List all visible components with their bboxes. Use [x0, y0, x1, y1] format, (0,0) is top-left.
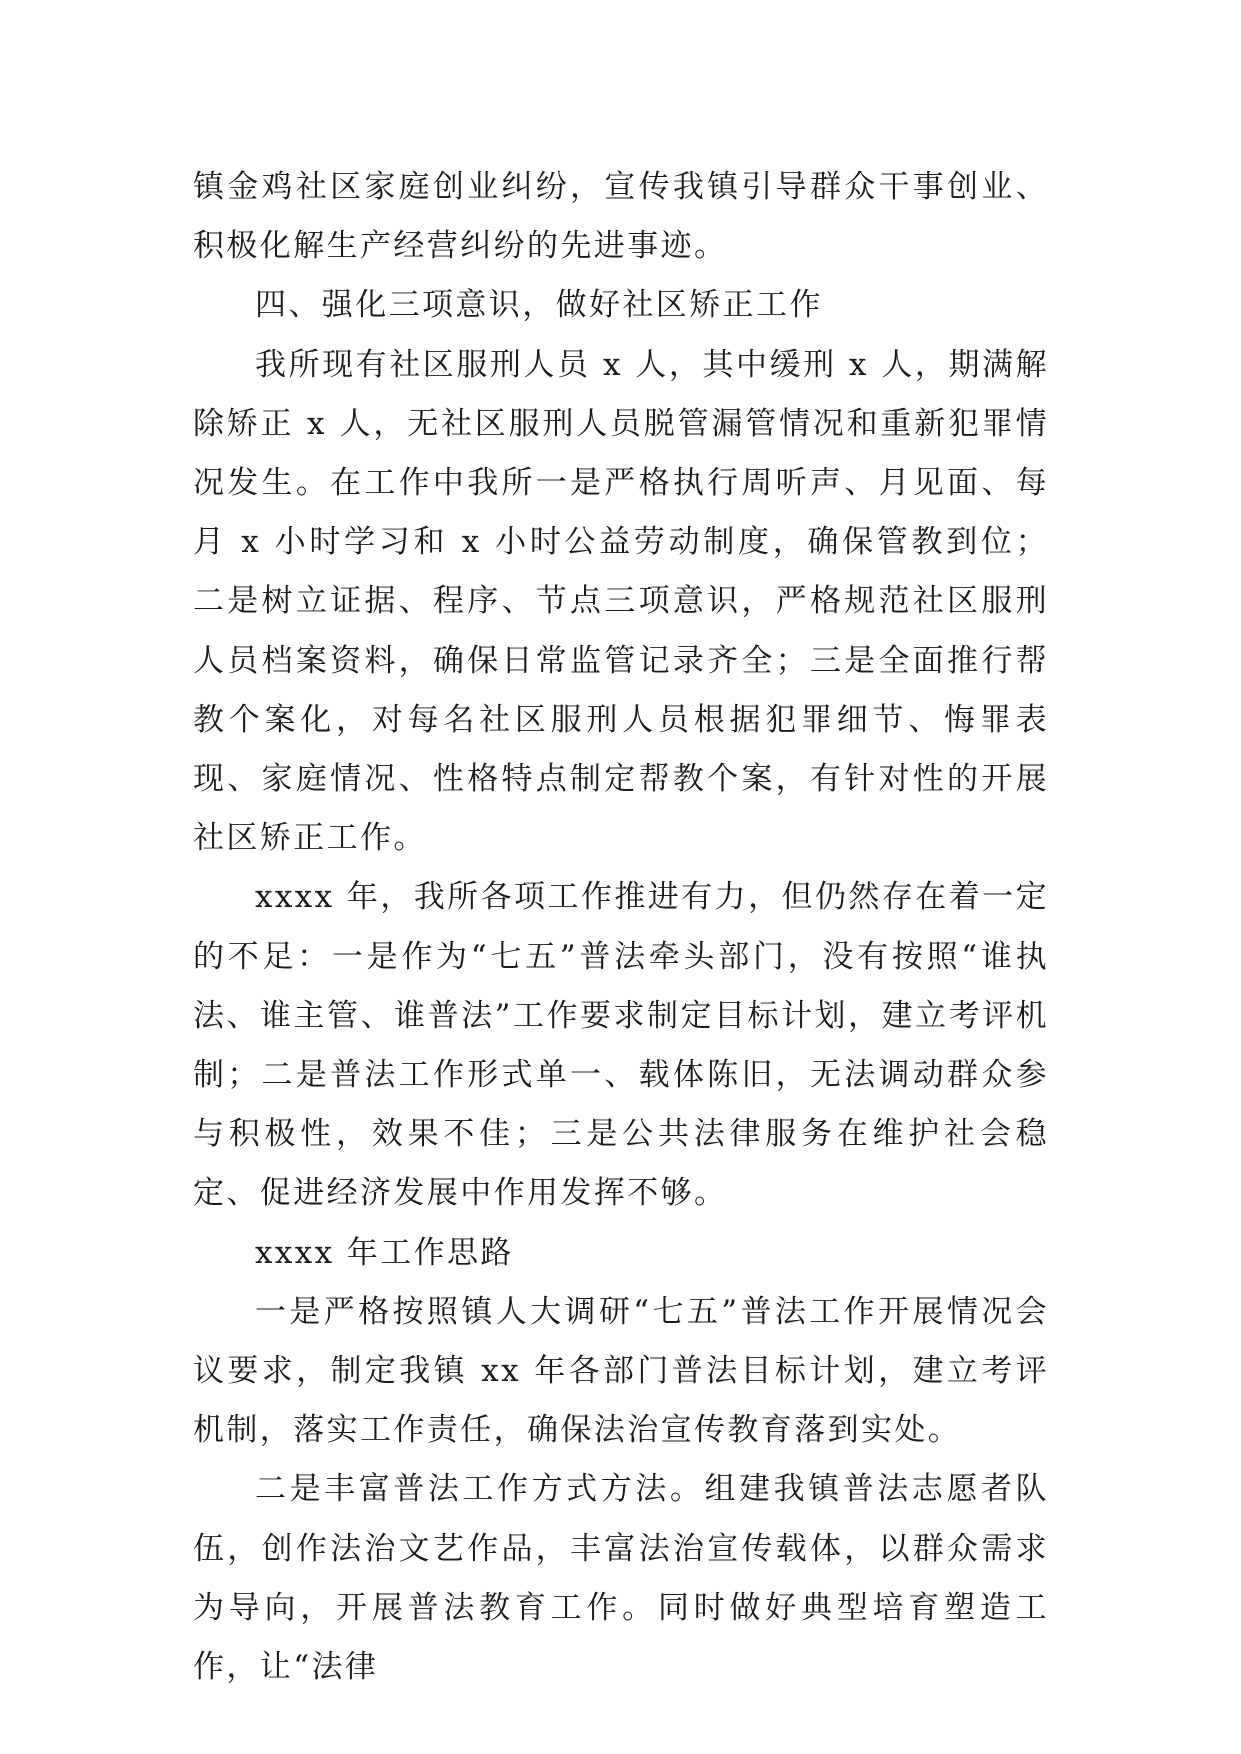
document-body — [193, 158, 1049, 1697]
paragraph-plan-item-2: 二是丰富普法工作方式方法。组建我镇普法志愿者队伍，创作法治文艺作品，丰富法治宣传载体，以群众需求为导向，开展普法教育工作。同时做好典型培育塑造工作，让“法律 — [193, 1471, 1049, 1686]
paragraph-continuation: 镇金鸡社区家庭创业纠纷，宣传我镇引导群众干事创业、积极化解生产经营纠纷的先进事迹。 — [193, 169, 1049, 265]
paragraph-shortcomings: xxxx 年，我所各项工作推进有力，但仍然存在着一定的不足：一是作为“七五”普法牵头部门，没有按照“谁执法、谁主管、谁普法”工作要求制定目标计划，建立考评机制；二是普法工作形式单一、载体陈旧，无法调动群众参与积极性，效果不佳；三是公共法律服务在维护社会稳定、促进经济发展中作用发挥不够。 — [193, 879, 1049, 1212]
section-heading-work-plan: xxxx 年工作思路 — [255, 1234, 514, 1271]
paragraph-community-correction: 我所现有社区服刑人员 x 人，其中缓刑 x 人，期满解除矫正 x 人，无社区服刑人员脱管漏管情况和重新犯罪情况发生。在工作中我所一是严格执行周听声、月见面、每月 x 小时学习和 x 小时公益劳动制度，确保管教到位；二是树立证据、程序、节点三项意识，严格规范社区服刑人员档案资料，确保日常监管记录齐全；三是全面推行帮教个案化，对每名社区服刑人员根据犯罪细节、悔罪表现、家庭情况、性格特点制定帮教个案，有针对性的开展社区矫正工作。 — [193, 346, 1049, 857]
paragraph-plan-item-1: 一是严格按照镇人大调研“七五”普法工作开展情况会议要求，制定我镇 xx 年各部门普法目标计划，建立考评机制，落实工作责任，确保法治宣传教育落到实处。 — [193, 1293, 1049, 1449]
section-heading-community-correction: 四、强化三项意识，做好社区矫正工作 — [255, 287, 823, 324]
